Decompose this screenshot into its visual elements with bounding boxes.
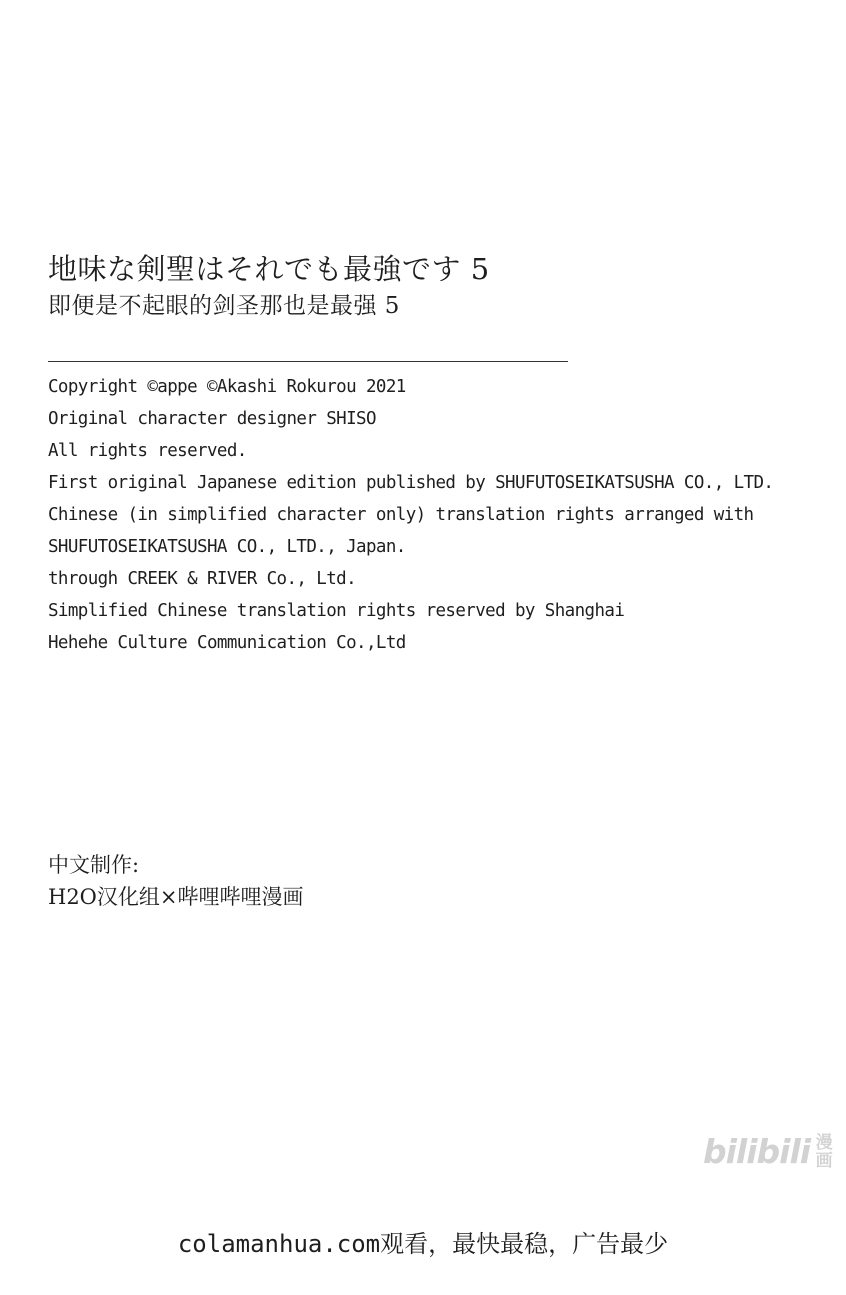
watermark-sub-top: 漫 (815, 1133, 833, 1153)
rights-line-company: Hehehe Culture Communication Co.,Ltd (48, 633, 406, 653)
watermark-sub-text (814, 1134, 834, 1170)
rights-line-first-edition: First original Japanese edition published by SHUFUTOSEIKATSUSHA CO., LTD. (48, 473, 774, 493)
credits-label: 中文制作: (48, 853, 140, 877)
bilibili-logo-icon: bilibili (703, 1132, 811, 1171)
divider-line (48, 361, 568, 362)
production-credits (48, 849, 304, 913)
rights-line-agency: through CREEK & RIVER Co., Ltd. (48, 569, 357, 589)
credits-value: H2O汉化组×哔哩哔哩漫画 (48, 885, 304, 909)
title-chinese: 即便是不起眼的剑圣那也是最强 5 (48, 293, 400, 319)
rights-line-designer: Original character designer SHISO (48, 409, 376, 429)
rights-line-copyright: Copyright ©appe ©Akashi Rokurou 2021 (48, 377, 406, 397)
bilibili-watermark (703, 1134, 834, 1170)
watermark-sub-bottom: 画 (815, 1151, 833, 1171)
rights-line-translation: Chinese (in simplified character only) translation rights arranged with (48, 505, 754, 525)
rights-notice (48, 371, 838, 659)
title-japanese: 地味な剣聖はそれでも最強です 5 (48, 252, 490, 286)
rights-line-publisher: SHUFUTOSEIKATSUSHA CO., LTD., Japan. (48, 537, 406, 557)
rights-line-reserved: All rights reserved. (48, 441, 247, 461)
rights-line-simplified: Simplified Chinese translation rights reserved by Shanghai (48, 601, 625, 621)
footer-banner: colamanhua.com观看，最快最稳，广告最少 (177, 1230, 669, 1258)
